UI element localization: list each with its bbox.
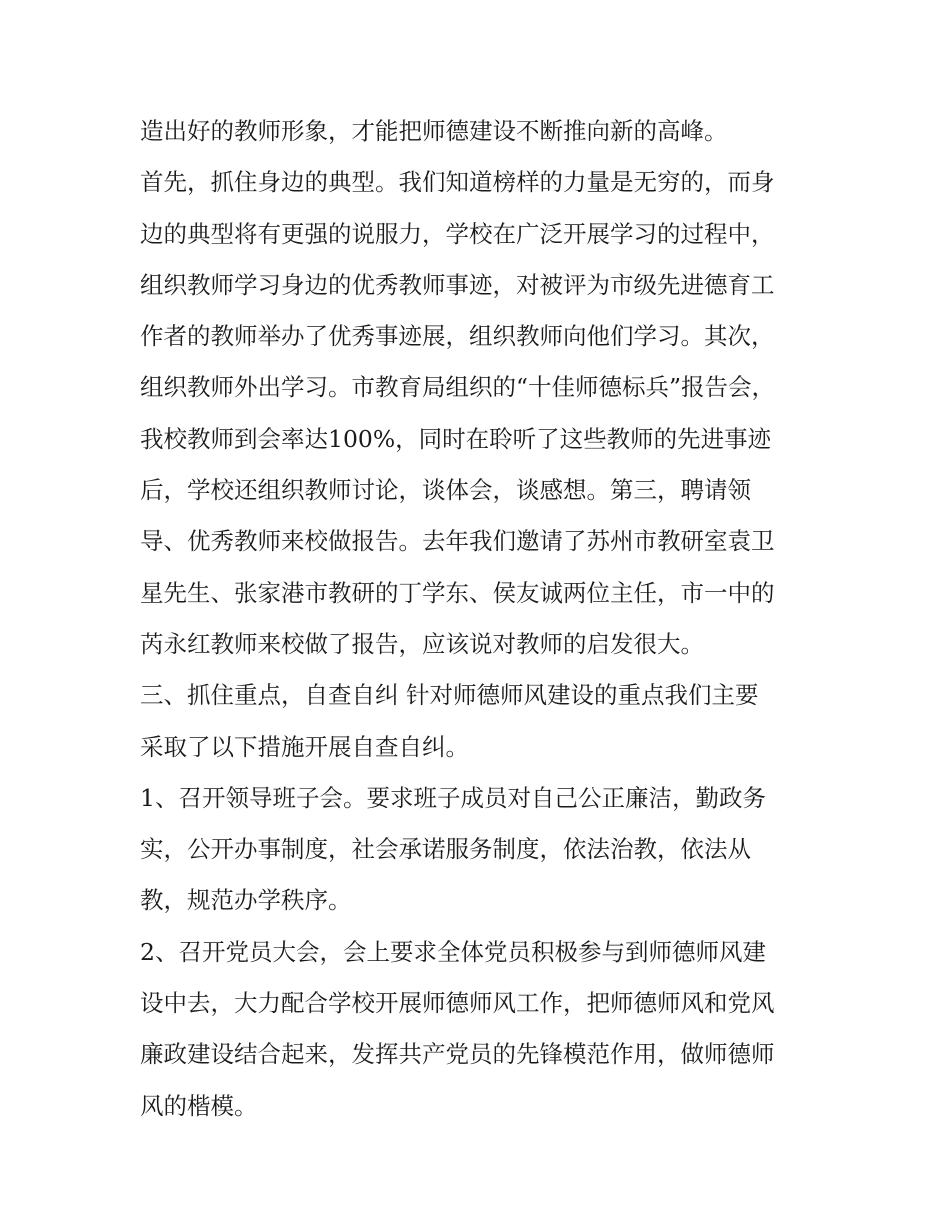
body-text — [140, 106, 820, 1132]
text-line: 采取了以下措施开展自查自纠。 — [140, 732, 469, 761]
text-line: 设中去，大力配合学校开展师德师风工作，把师德师风和党风 — [140, 989, 775, 1018]
text-line: 芮永红教师来校做了报告，应该说对教师的启发很大。 — [140, 629, 704, 658]
text-line: 教，规范办学秩序。 — [140, 886, 352, 915]
text-line: 后，学校还组织教师讨论，谈体会，谈感想。第三，聘请领 — [140, 476, 751, 505]
text-line: 造出好的教师形象，才能把师德建设不断推向新的高峰。 — [140, 117, 728, 145]
text-line: 组织教师学习身边的优秀教师事迹，对被评为市级先进德育工 — [140, 270, 775, 299]
text-line: 导、优秀教师来校做报告。去年我们邀请了苏州市教研室袁卫 — [140, 527, 775, 556]
text-line: 星先生、张家港市教研的丁学东、侯友诚两位主任，市一中的 — [140, 578, 775, 607]
text-line: 组织教师外出学习。市教育局组织的“十佳师德标兵”报告会， — [140, 373, 776, 402]
text-line: 2、召开党员大会，会上要求全体党员积极参与到师德师风建 — [140, 937, 766, 966]
text-line: 作者的教师举办了优秀事迹展，组织教师向他们学习。其次， — [140, 322, 775, 351]
text-line: 边的典型将有更强的说服力，学校在广泛开展学习的过程中， — [140, 219, 775, 248]
text-line: 实，公开办事制度，社会承诺服务制度，依法治教，依法从 — [140, 835, 751, 864]
text-line: 我校教师到会率达100%，同时在聆听了这些教师的先进事迹 — [140, 424, 772, 453]
text-line: 廉政建设结合起来，发挥共产党员的先锋模范作用，做师德师 — [140, 1040, 775, 1069]
text-line: 首先，抓住身边的典型。我们知道榜样的力量是无穷的，而身 — [140, 168, 775, 197]
text-line: 1、召开领导班子会。要求班子成员对自己公正廉洁，勤政务 — [140, 783, 766, 812]
text-line: 三、抓住重点，自查自纠 针对师德师风建设的重点我们主要 — [140, 681, 759, 710]
text-line: 风的楷模。 — [140, 1091, 258, 1120]
